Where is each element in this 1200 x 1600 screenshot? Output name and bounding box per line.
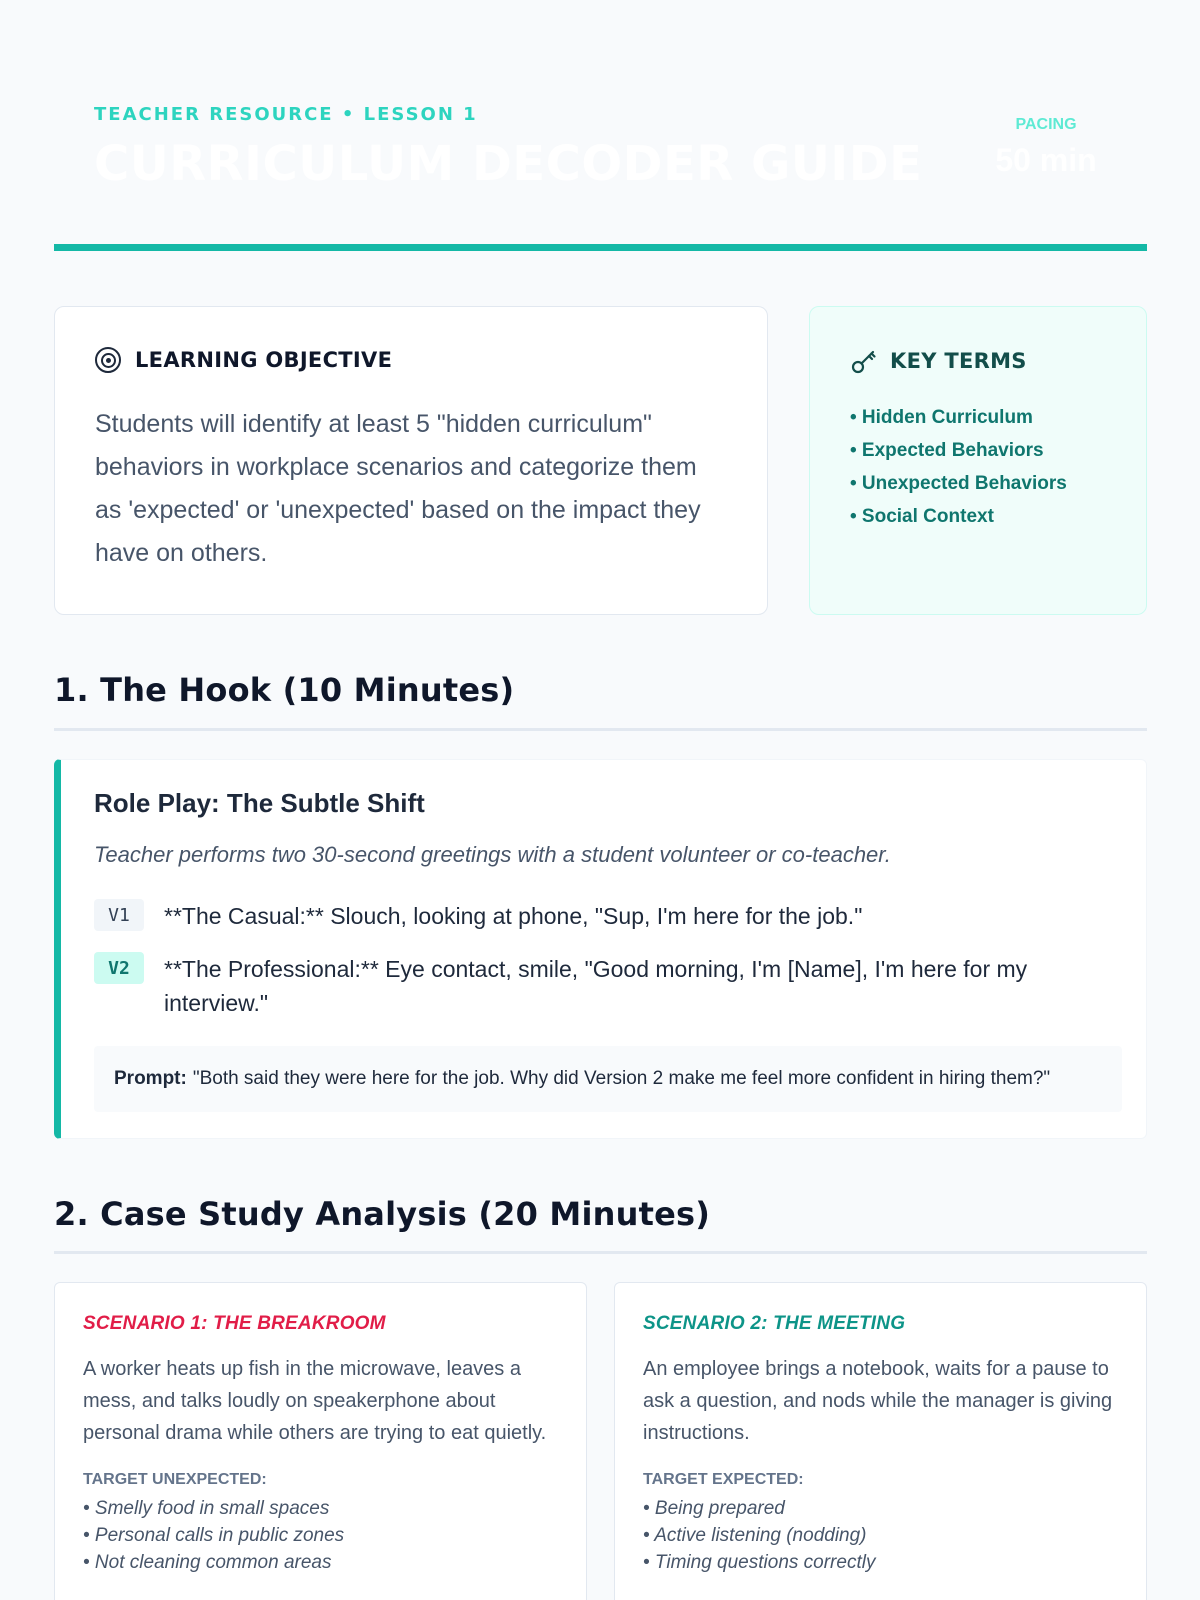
- target-item: • Active listening (nodding): [643, 1525, 867, 1546]
- prompt-label: Prompt:: [114, 1068, 187, 1089]
- target-item: • Personal calls in public zones: [83, 1525, 345, 1546]
- hook-activity-box: [54, 759, 1147, 1139]
- target-label: TARGET EXPECTED:: [643, 1471, 804, 1488]
- target-icon: [95, 347, 121, 373]
- scenario-title: SCENARIO 1: THE BREAKROOM: [83, 1313, 386, 1334]
- key-terms-card: [809, 306, 1147, 615]
- key-terms-heading-label: KEY TERMS: [890, 349, 1027, 373]
- variant-badge-v2: V2: [94, 952, 144, 984]
- key-terms-heading: [850, 347, 1027, 375]
- objective-heading-label: LEARNING OBJECTIVE: [135, 348, 393, 372]
- section-1-title: 1. The Hook (10 Minutes): [54, 671, 515, 709]
- target-item: • Smelly food in small spaces: [83, 1498, 330, 1519]
- section-2-title: 2. Case Study Analysis (20 Minutes): [54, 1195, 711, 1233]
- activity-title: Role Play: The Subtle Shift: [94, 788, 425, 818]
- target-item: • Timing questions correctly: [643, 1552, 876, 1573]
- variant-row-1: [94, 899, 1104, 933]
- variant-badge-v1: V1: [94, 899, 144, 931]
- lesson-guide-page: [54, 0, 1147, 1573]
- scenario-card-meeting: [614, 1282, 1147, 1600]
- scenario-title: SCENARIO 2: THE MEETING: [643, 1313, 906, 1334]
- target-item: • Being prepared: [643, 1498, 785, 1519]
- scenario-card-breakroom: [54, 1282, 587, 1600]
- objective-heading: [95, 347, 392, 373]
- activity-description: Teacher performs two 30-second greetings with a student volunteer or co-teacher.: [94, 842, 891, 867]
- pacing-label: PACING: [1015, 116, 1077, 133]
- section-2-divider: [54, 1251, 1147, 1254]
- scenario-description: An employee brings a notebook, waits for a pause to ask a question, and nods while the manager is giving instructions.: [643, 1358, 1113, 1444]
- target-label: TARGET UNEXPECTED:: [83, 1471, 267, 1488]
- learning-objective-card: [54, 306, 768, 615]
- key-terms-list: [850, 401, 1067, 533]
- variant-text-v2: **The Professional:** Eye contact, smile, "Good morning, I'm [Name], I'm here for my interview.": [164, 956, 1028, 1016]
- objective-text: Students will identify at least 5 "hidden curriculum" behaviors in workplace scenarios and categorize them as 'expected' or 'unexpected' based on the impact they have on others.: [95, 410, 701, 567]
- variant-text-v1: **The Casual:** Slouch, looking at phone, "Sup, I'm here for the job.": [164, 903, 863, 929]
- key-term-item: • Expected Behaviors: [850, 440, 1044, 461]
- header-divider: [54, 244, 1147, 251]
- page-title: CURRICULUM DECODER GUIDE: [94, 136, 923, 192]
- page-header: [54, 0, 1147, 252]
- section-1-divider: [54, 728, 1147, 731]
- eyebrow-label: TEACHER RESOURCE • LESSON 1: [94, 104, 478, 125]
- scenario-description: A worker heats up fish in the microwave, leaves a mess, and talks loudly on speakerphone about personal drama while others are trying to eat quietly.: [83, 1358, 547, 1444]
- key-term-item: • Hidden Curriculum: [850, 407, 1033, 428]
- target-item: • Not cleaning common areas: [83, 1552, 332, 1573]
- target-list: [643, 1495, 875, 1576]
- discussion-prompt: [94, 1046, 1122, 1112]
- prompt-text: "Both said they were here for the job. Why did Version 2 make me feel more confident in hiring them?": [192, 1068, 1051, 1089]
- key-icon: [850, 347, 878, 375]
- target-list: [83, 1495, 344, 1576]
- pacing-value: 50 min: [995, 142, 1097, 178]
- key-term-item: • Social Context: [850, 506, 994, 527]
- variant-row-2: [94, 952, 1104, 1020]
- key-term-item: • Unexpected Behaviors: [850, 473, 1067, 494]
